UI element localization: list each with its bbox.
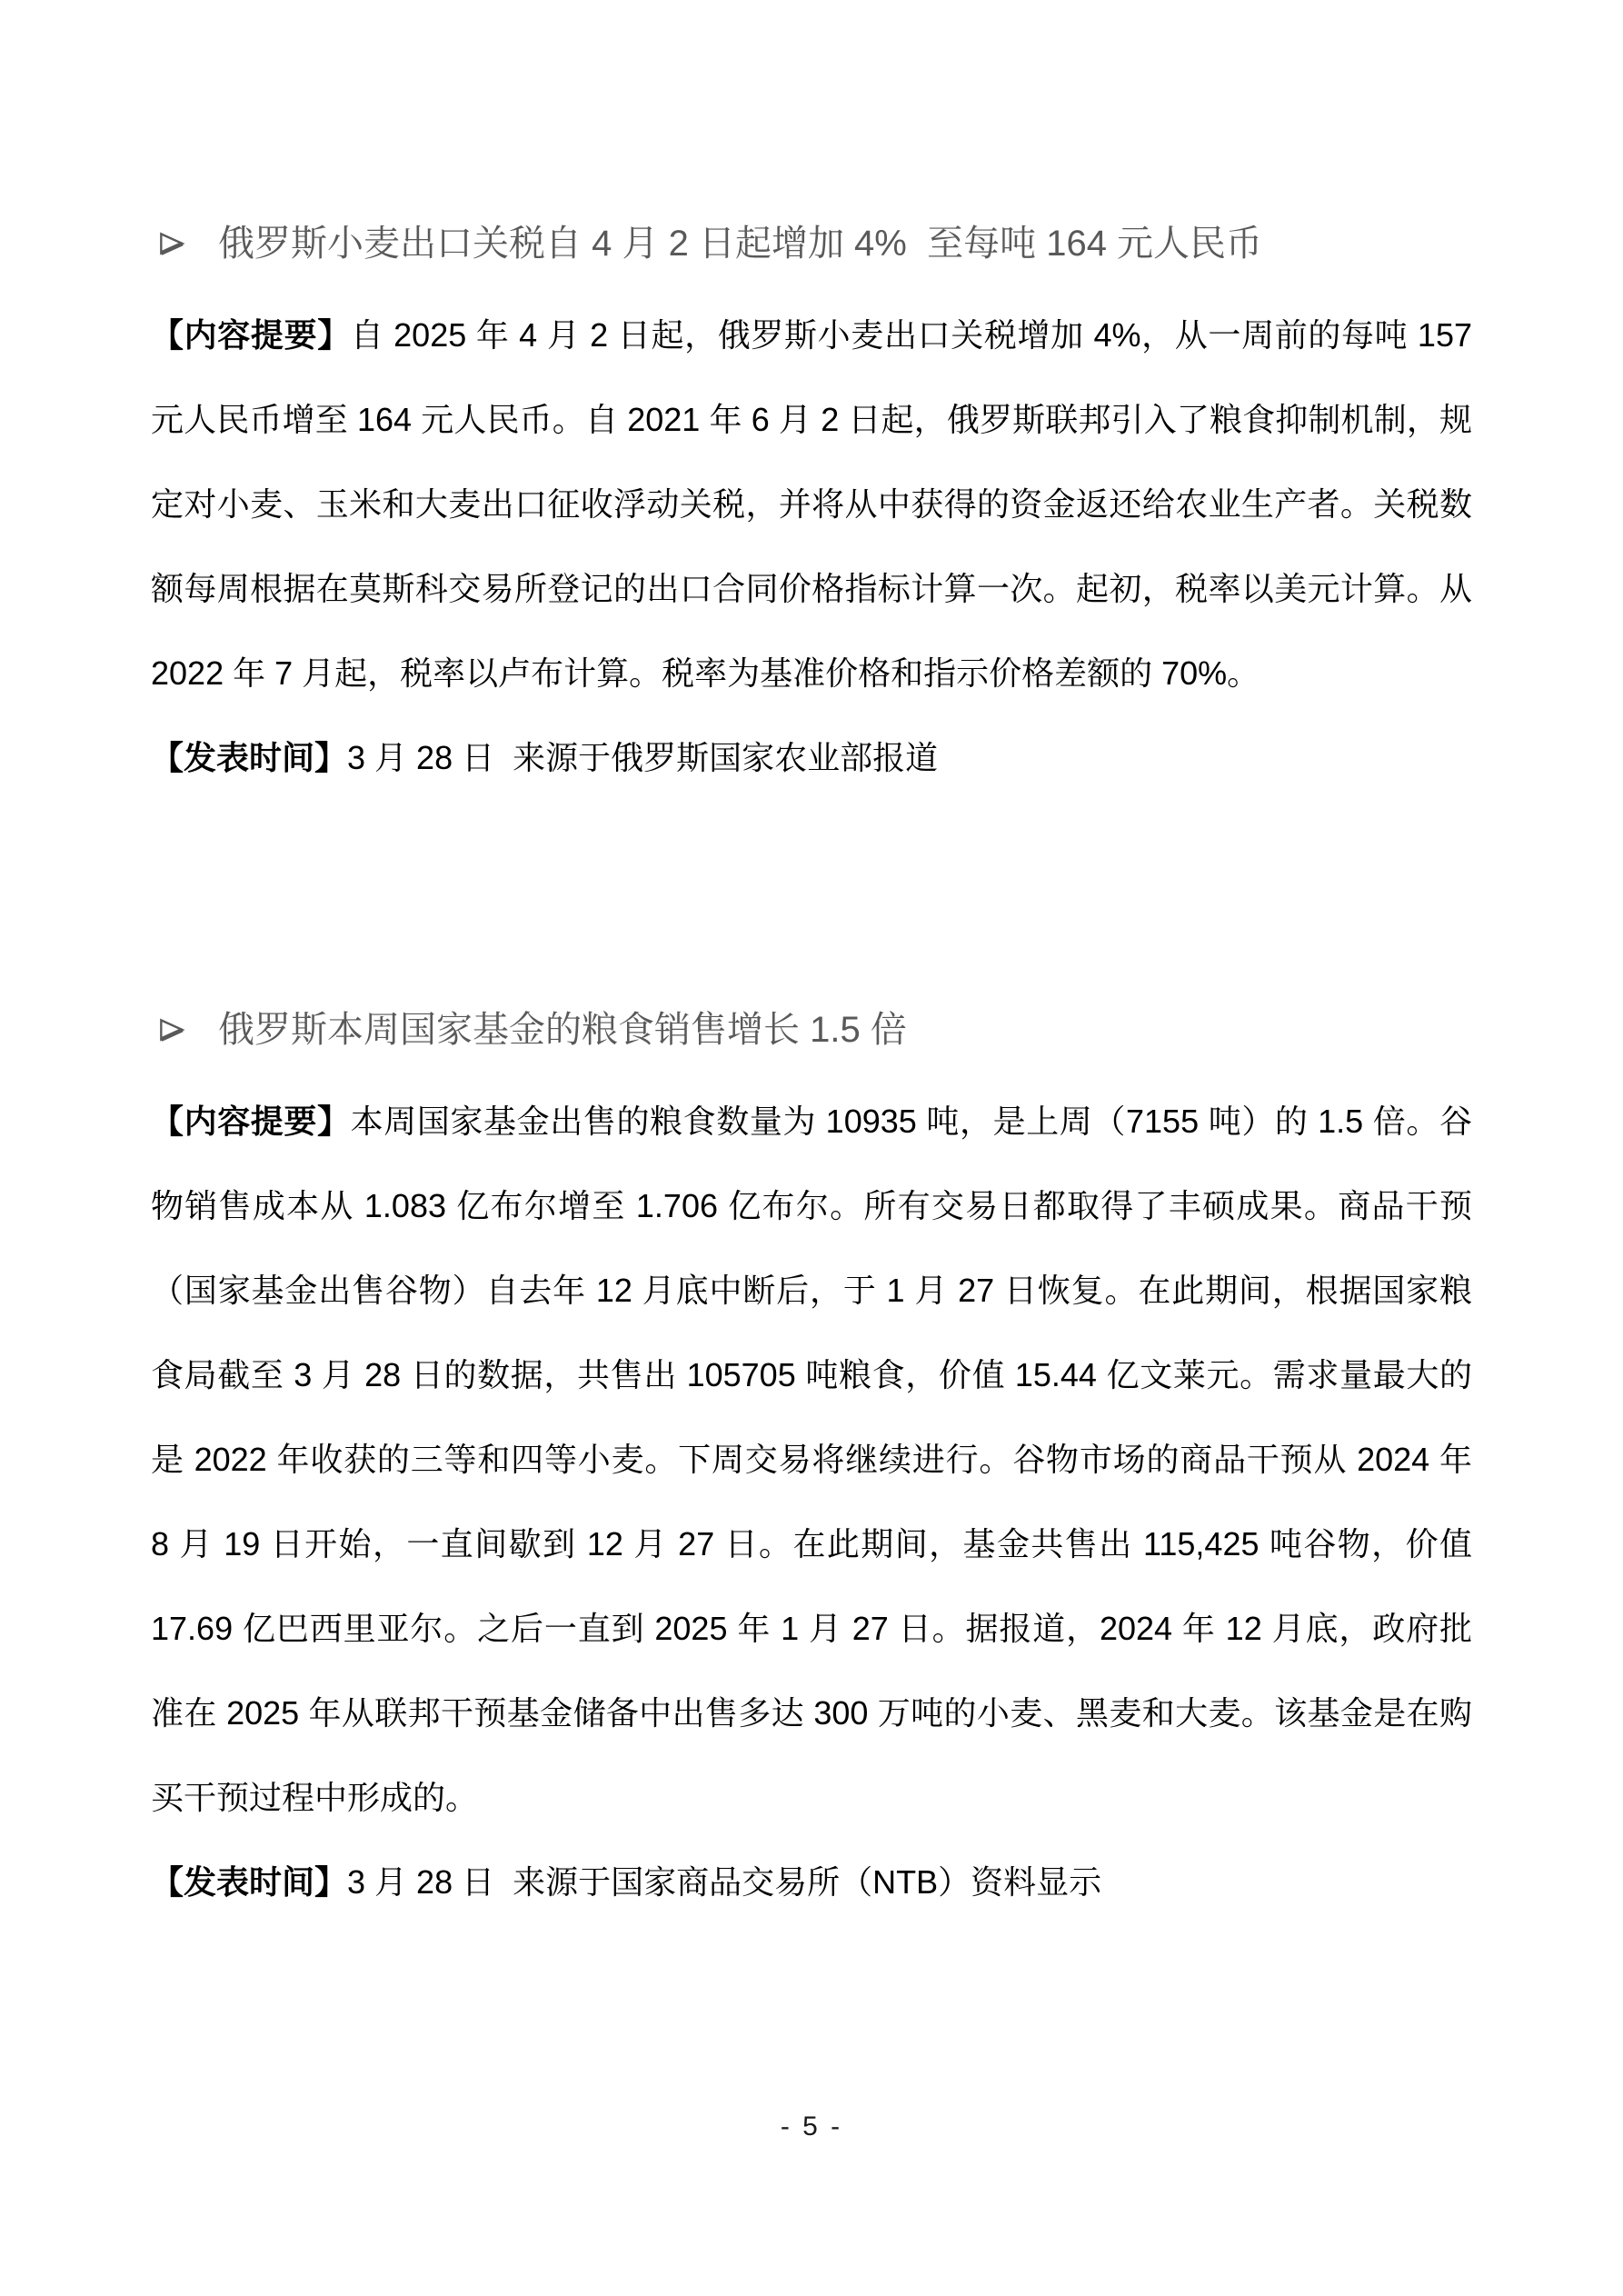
summary-label: 【内容提要】 [151,316,351,354]
section-heading-text: 俄罗斯本周国家基金的粮食销售增长 1.5 倍 [218,1010,907,1050]
published-line [151,1840,1472,1924]
news-section [151,218,1472,800]
summary-paragraph [151,293,1472,715]
section-heading-row [151,218,1472,269]
published-line [151,715,1472,800]
section-heading-text: 俄罗斯小麦出口关税自 4 月 2 日起增加 4% 至每吨 164 元人民币 [218,224,1263,264]
section-heading-row [151,1004,1472,1055]
published-text: 3 月 28 日 来源于国家商品交易所（NTB）资料显示 [347,1863,1102,1901]
arrow-bullet-icon [151,228,218,259]
summary-text: 本周国家基金出售的粮食数量为 10935 吨，是上周（7155 吨）的 1.5 倍。谷物销售成本从 1.083 亿布尔增至 1.706 亿布尔。所有交易日都取得了丰硕成果。商品干预（国家基金出售谷物）自去年 12 月底中断后，于 1 月 27 日恢复。在此期间，根据国家粮食局截至 3 月 28 日的数据，共售出 105705 吨粮食，价值 15.44 亿文莱元。需求量最大的是 2022 年收获的三等和四等小麦。下周交易将继续进行。谷物市场的商品干预从 2024 年 8 月 19 日开始，一直间歇到 12 月 27 日。在此期间，基金共售出 115,425 吨谷物，价值 17.69 亿巴西里亚尔。之后一直到 2025 年 1 月 27 日。据报道，2024 年 12 月底，政府批准在 2025 年从联邦干预基金储备中出售多达 300 万吨的小麦、黑麦和大麦。该基金是在购买干预过程中形成的。 [151,1103,1472,1816]
summary-text: 自 2025 年 4 月 2 日起，俄罗斯小麦出口关税增加 4%，从一周前的每吨 157 元人民币增至 164 元人民币。自 2021 年 6 月 2 日起，俄罗斯联邦引入了粮食抑制机制，规定对小麦、玉米和大麦出口征收浮动关税，并将从中获得的资金返还给农业生产者。关税数额每周根据在莫斯科交易所登记的出口合同价格指标计算一次。起初，税率以美元计算。从 2022 年 7 月起，税率以卢布计算。税率为基准价格和指示价格差额的 70%。 [151,316,1472,692]
arrow-bullet-icon [151,1014,218,1045]
published-text: 3 月 28 日 来源于俄罗斯国家农业部报道 [347,739,939,776]
published-label: 【发表时间】 [151,739,348,776]
news-section [151,1004,1472,1924]
page-number: - 5 - [780,2111,843,2141]
summary-label: 【内容提要】 [151,1103,351,1140]
summary-paragraph [151,1079,1472,1840]
published-label: 【发表时间】 [151,1863,348,1901]
